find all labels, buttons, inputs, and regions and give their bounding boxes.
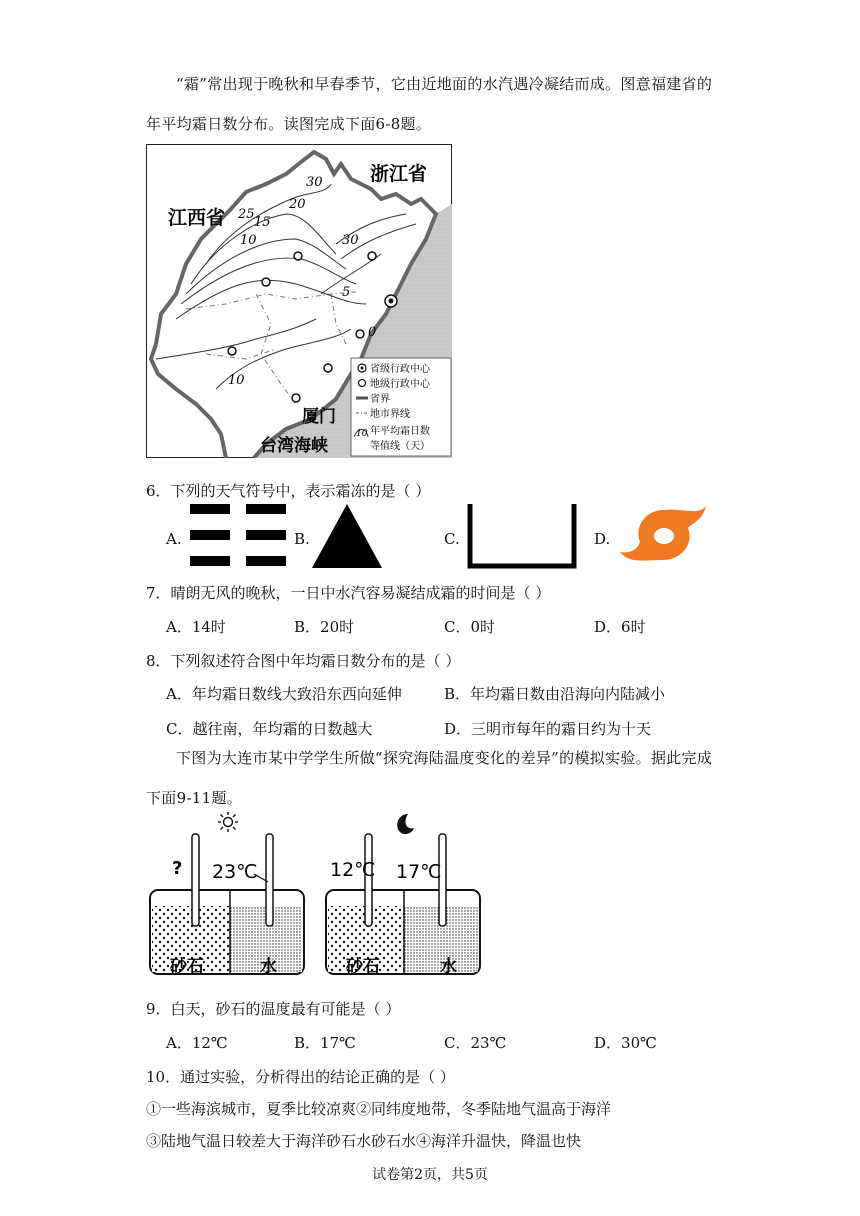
sun-icon <box>218 812 238 832</box>
intro-line-1: “霜”常出现于晚秋和早春季节，它由近地面的水汽遇冷凝结而成。图意福建省的 <box>176 75 713 93</box>
prefecture-city <box>294 252 302 260</box>
iso-label: 15 <box>254 215 271 230</box>
hail-triangle-icon <box>310 502 384 570</box>
legend-provincial-capital: 省级行政中心 <box>370 364 430 375</box>
intro2-line-2: 下面9-11题。 <box>146 789 243 807</box>
q9-option-d[interactable]: D．30℃ <box>594 1034 657 1052</box>
iso-label: 5 <box>342 285 351 300</box>
q6-option-c-label[interactable]: C. <box>444 530 460 548</box>
prefecture-city <box>262 278 270 286</box>
question-7-stem: 7．晴朗无风的晚秋，一日中水汽容易凝结成霜的时间是（ ） <box>146 584 551 602</box>
night-sand-temp: 12℃ <box>330 859 376 881</box>
legend-prefecture-center: 地级行政中心 <box>370 379 430 390</box>
q7-option-c[interactable]: C．0时 <box>444 618 496 636</box>
q6-option-b-label[interactable]: B. <box>294 530 310 548</box>
iso-label: 20 <box>289 197 306 212</box>
svg-text:10: 10 <box>356 429 368 439</box>
iso-label: 0 <box>368 325 377 340</box>
intro-paragraph <box>146 64 736 144</box>
typhoon-icon <box>618 502 710 566</box>
q7-option-b[interactable]: B．20时 <box>294 618 355 636</box>
legend-isoline-desc-2: 等值线（天） <box>370 441 430 452</box>
prefecture-city <box>228 347 236 355</box>
question-8-stem: 8．下列叙述符合图中年均霜日数分布的是（ ） <box>146 652 461 670</box>
q6-option-a-label[interactable]: A. <box>166 530 182 548</box>
day-water-temp: 23℃ <box>212 861 258 883</box>
page-footer: 试卷第2页，共5页 <box>372 1167 488 1183</box>
q8-option-a[interactable]: A．年均霜日数线大致沿东西向延伸 <box>166 685 402 703</box>
prefecture-city <box>324 364 332 372</box>
day-sand-unknown: ? <box>172 858 183 879</box>
fog-symbol-icon <box>190 502 286 568</box>
provincial-capital-dot <box>389 299 394 304</box>
q10-statement-line-1: ①一些海滨城市，夏季比较凉爽②同纬度地带，冬季陆地气温高于海洋 <box>146 1100 612 1118</box>
legend-city-border: 地市界线 <box>370 409 410 420</box>
map-legend <box>351 358 451 456</box>
question-9-stem: 9．白天，砂石的温度最有可能是（ ） <box>146 1000 401 1018</box>
land-sea-experiment-figure <box>146 808 486 980</box>
night-sand-label: 砂石 <box>346 957 380 977</box>
prefecture-city <box>356 330 364 338</box>
label-zhejiang: 浙江省 <box>370 163 428 185</box>
label-xiamen: 厦门 <box>302 407 336 427</box>
iso-label: 10 <box>228 373 245 388</box>
day-container <box>150 834 304 974</box>
q8-option-d[interactable]: D．三明市每年的霜日约为十天 <box>444 720 652 738</box>
question-10-stem: 10．通过实验，分析得出的结论正确的是（ ） <box>146 1068 455 1086</box>
q10-statement-line-2: ③陆地气温日较差大于海洋砂石水砂石水④海洋升温快，降温也快 <box>146 1132 582 1150</box>
q8-option-c[interactable]: C．越往南，年均霜的日数越大 <box>166 720 373 738</box>
legend-province-border: 省界 <box>370 394 390 405</box>
iso-label: 30 <box>342 233 359 248</box>
night-water-temp: 17℃ <box>396 861 442 883</box>
iso-label: 10 <box>240 233 257 248</box>
iso-label: 30 <box>306 175 323 190</box>
intro-line-2: 年平均霜日数分布。读图完成下面6-8题。 <box>146 115 432 133</box>
q8-option-b[interactable]: B．年均霜日数由沿海向内陆减小 <box>444 685 666 703</box>
label-jiangxi: 江西省 <box>168 207 226 229</box>
intro2-line-1: 下图为大连市某中学学生所做“探究海陆温度变化的差异”的模拟实验。据此完成 <box>176 749 713 767</box>
q7-option-d[interactable]: D．6时 <box>594 618 646 636</box>
day-water-label: 水 <box>260 957 277 977</box>
label-strait: 台湾海峡 <box>260 436 328 456</box>
intro-paragraph-2 <box>146 738 726 818</box>
q9-option-b[interactable]: B．17℃ <box>294 1034 356 1052</box>
prefecture-city-xiamen <box>292 394 300 402</box>
night-water-label: 水 <box>440 957 457 977</box>
question-6-stem: 6．下列的天气符号中，表示霜冻的是（ ） <box>146 482 431 500</box>
prefecture-city <box>368 252 376 260</box>
day-sand-label: 砂石 <box>170 957 204 977</box>
q6-option-d-label[interactable]: D. <box>594 530 611 548</box>
q7-option-a[interactable]: A．14时 <box>166 618 226 636</box>
q9-option-a[interactable]: A．12℃ <box>166 1034 228 1052</box>
legend-isoline-desc-1: 年平均霜日数 <box>370 426 430 437</box>
moon-icon <box>397 814 414 834</box>
night-container <box>326 834 480 974</box>
fujian-frost-map <box>146 144 452 458</box>
iso-label: 25 <box>238 207 255 222</box>
frost-bracket-icon <box>466 504 578 570</box>
q9-option-c[interactable]: C．23℃ <box>444 1034 507 1052</box>
